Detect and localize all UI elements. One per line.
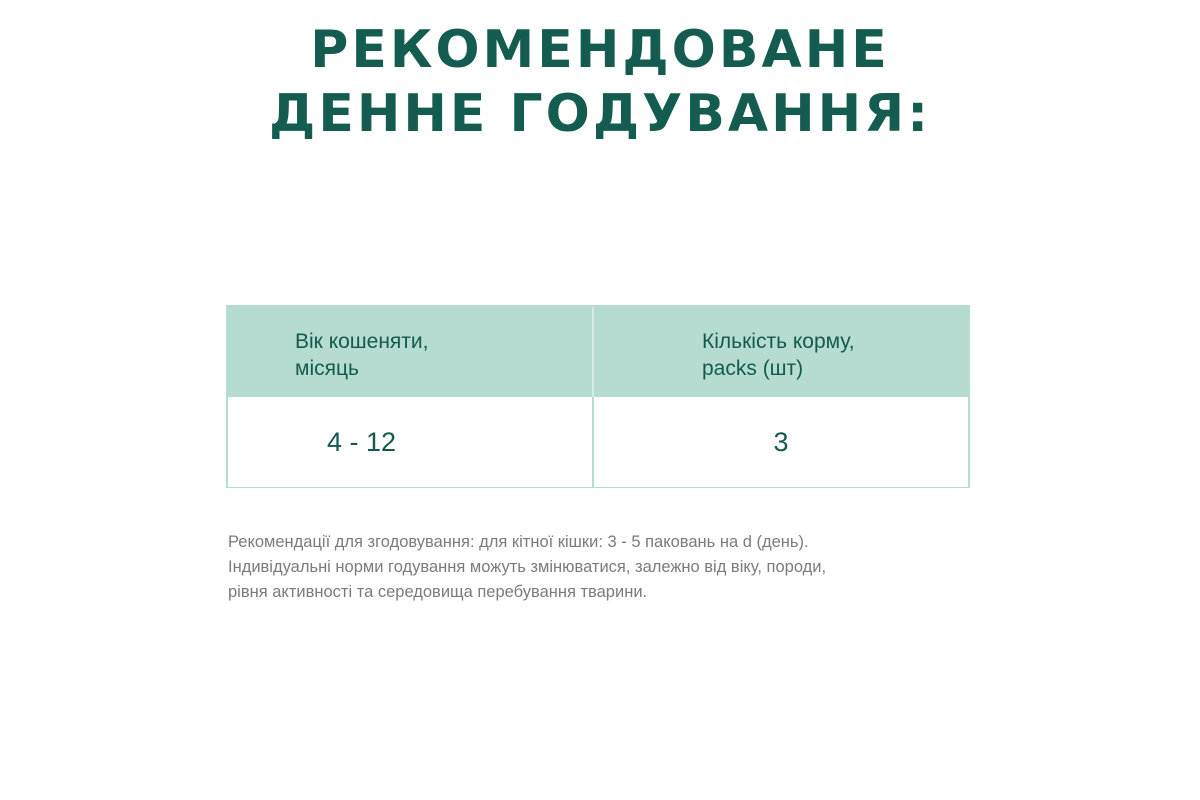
- table-cell-age: 4 - 12: [228, 397, 594, 487]
- feeding-note-line-3: рівня активності та середовища перебування тварини.: [228, 583, 648, 601]
- feeding-note-line-2: Індивідуальні норми годування можуть змінюватися, залежно від віку, породи,: [228, 558, 827, 576]
- table-header-age: [228, 307, 594, 397]
- title-line-1: РЕКОМЕНДОВАНЕ: [310, 20, 890, 80]
- feeding-note: [228, 530, 988, 605]
- feeding-note-line-1: Рекомендації для згодовування: для кітної кішки: 3 - 5 паковань на d (день).: [228, 533, 809, 551]
- table-cell-amount: 3: [594, 397, 968, 487]
- page-title: [0, 18, 1200, 146]
- feeding-table: [226, 305, 970, 488]
- table-header-amount-line-2: packs (шт): [702, 357, 804, 380]
- table-header-amount-line-1: Кількість корму,: [702, 330, 855, 353]
- table-header-age-line-2: місяць: [295, 357, 359, 380]
- title-line-2: ДЕННЕ ГОДУВАННЯ:: [269, 84, 931, 144]
- table-header-age-line-1: Вік кошеняти,: [295, 330, 429, 353]
- table-header-amount: [594, 307, 968, 397]
